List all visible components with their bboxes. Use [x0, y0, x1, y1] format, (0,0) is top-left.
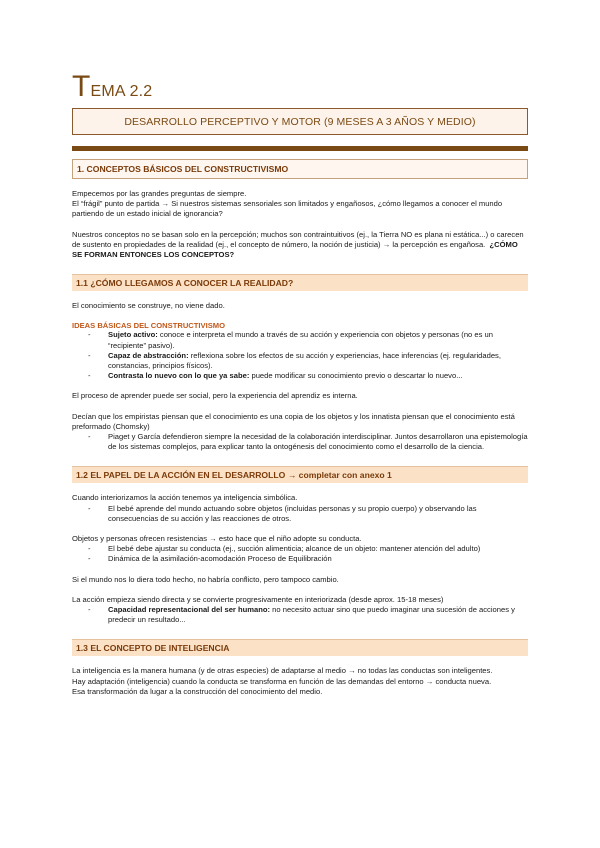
- list-item-bold: Sujeto activo:: [108, 330, 158, 340]
- paragraph: Cuando interiorizamos la acción tenemos ya inteligencia simbólica.: [72, 493, 298, 503]
- paragraph: [72, 230, 528, 261]
- list-item-text: no necesito actuar sino que puedo imaginar una sucesión de acciones y predecir un resultado...: [108, 605, 515, 625]
- section-1-2-heading: 1.2 EL PAPEL DE LA ACCIÓN EN EL DESARROLLO → completar con anexo 1: [72, 466, 528, 483]
- paragraph: El proceso de aprender puede ser social, pero la experiencia del aprendiz es interna.: [72, 391, 358, 401]
- paragraph: Esa transformación da lugar a la construcción del conocimiento del medio.: [72, 686, 323, 696]
- paragraph-bold-question: ¿CÓMO SE FORMAN ENTONCES LOS CONCEPTOS?: [72, 239, 518, 260]
- list-item: [108, 330, 528, 350]
- header-rule: [72, 146, 528, 151]
- section-1-3-heading: 1.3 EL CONCEPTO DE INTELIGENCIA: [72, 639, 528, 656]
- paragraph: Hay adaptación (inteligencia) cuando la conducta se transforma en función de las demandas del entorno → conducta nueva.: [72, 676, 492, 686]
- list-item: [108, 605, 528, 625]
- list-item-text: conoce e interpreta el mundo a través de su acción y experiencia con objetos y personas (no es un “recipiente” pasivo).: [108, 330, 493, 350]
- paragraph: El “frágil” punto de partida → Si nuestros sistemas sensoriales son limitados y engañosos, ¿cómo llegamos a conocer el mundo partiendo de un estado inicial de ignorancia?: [72, 199, 503, 219]
- list-item: - Piaget y García defendieron siempre la necesidad de la colaboración interdisciplinar. Juntos desarrollaron una epistemología de los sistemas complejos, para explicar tanto la ontogénesis del conocimiento como el desarrollo de la ciencia.: [108, 432, 528, 452]
- piaget-list: [72, 432, 528, 452]
- list-item-text: reflexiona sobre los efectos de su acción y experiencias, hace inferencias (ej. regularidades, constancias, principios físicos).: [108, 350, 501, 371]
- paragraph-text: Nuestros conceptos no se basan solo en la percepción; muchos son contraintuitivos (ej., la Tierra NO es plana ni estática...) o carecen de sustento en propiedades de la realidad (ej., el concepto de número, la noción de justicia) → la percepción es engañosa.: [72, 229, 524, 249]
- paragraph: Si el mundo nos lo diera todo hecho, no habría conflicto, pero tampoco cambio.: [72, 574, 339, 584]
- action-list: [72, 504, 528, 524]
- paragraph: Objetos y personas ofrecen resistencias → esto hace que el niño adopte su conducta.: [72, 534, 362, 544]
- topic-subtitle: DESARROLLO PERCEPTIVO Y MOTOR (9 MESES A 3 AÑOS Y MEDIO): [72, 108, 528, 135]
- paragraph: Empecemos por las grandes preguntas de siempre.: [72, 189, 247, 198]
- representation-list: [72, 605, 528, 625]
- list-item-bold: Capacidad representacional del ser humano:: [108, 605, 271, 615]
- section-1-heading: 1. CONCEPTOS BÁSICOS DEL CONSTRUCTIVISMO: [72, 159, 528, 179]
- resistance-list: [72, 544, 528, 564]
- list-item-text: puede modificar su conocimiento previo o descartar lo nuevo...: [249, 371, 463, 381]
- list-item-bold: Contrasta lo nuevo con lo que ya sabe:: [108, 371, 250, 381]
- paragraph: La inteligencia es la manera humana (y de otras especies) de adaptarse al medio → no todas las conductas son inteligentes.: [72, 666, 493, 676]
- list-item: [108, 351, 528, 371]
- topic-title-rest: EMA 2.2: [90, 83, 153, 100]
- list-item: - El bebé debe ajustar su conducta (ej., succión alimenticia; alcance de un objeto: mantener atención del adulto): [108, 544, 528, 554]
- list-item: [108, 371, 528, 381]
- paragraph: El conocimiento se construye, no viene dado.: [72, 301, 225, 311]
- topic-title: [72, 72, 528, 102]
- ideas-list: [72, 330, 528, 381]
- document-page: [72, 72, 528, 697]
- paragraph: Decían que los empiristas piensan que el conocimiento es una copia de los objetos y los innatista piensan que el conocimiento está preformado (Chomsky): [72, 411, 515, 431]
- ideas-heading: IDEAS BÁSICAS DEL CONSTRUCTIVISMO: [72, 321, 226, 331]
- list-item: - El bebé aprende del mundo actuando sobre objetos (incluidas personas y su propio cuerpo) y observando las consecuencias de su acción y las reacciones de otros.: [108, 504, 528, 524]
- section-1-1-heading: 1.1 ¿CÓMO LLEGAMOS A CONOCER LA REALIDAD?: [72, 274, 528, 291]
- list-item: - Dinámica de la asimilación-acomodación Proceso de Equilibración: [108, 554, 528, 564]
- topic-title-initial: T: [72, 70, 91, 103]
- list-item-bold: Capaz de abstracción:: [108, 350, 189, 360]
- paragraph: La acción empieza siendo directa y se convierte progresivamente en interiorizada (desde aprox. 15-18 meses): [72, 594, 444, 604]
